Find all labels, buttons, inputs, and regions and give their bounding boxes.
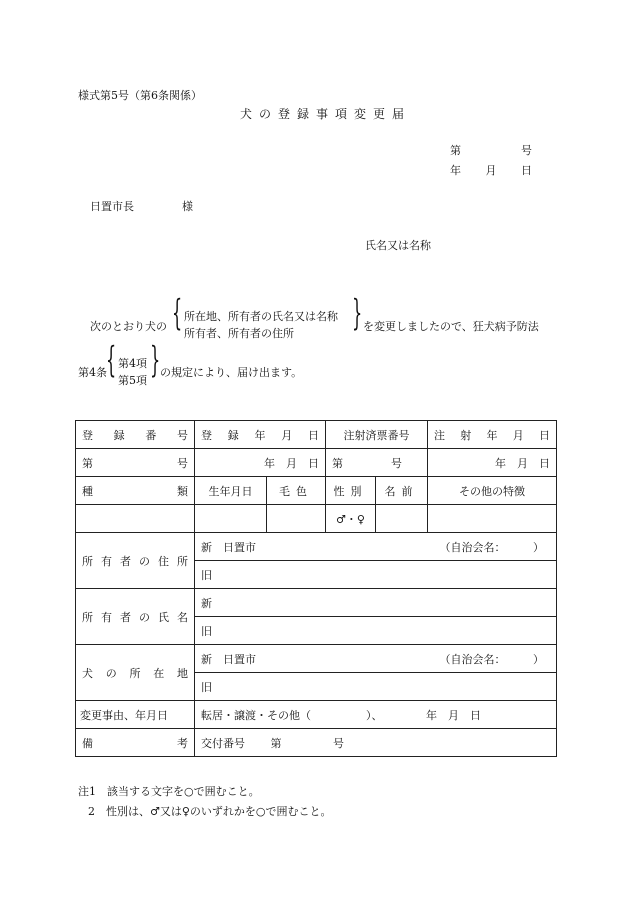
coat-header: 毛色 bbox=[267, 477, 326, 505]
document-number bbox=[450, 142, 532, 158]
note-2: 2 性別は、♂又は♀のいずれかを○で囲むこと。 bbox=[88, 805, 332, 818]
change-reason-header: 変更事由、年月日 bbox=[76, 701, 195, 729]
body-line1-option1: 所在地、所有者の氏名又は名称 bbox=[184, 310, 338, 323]
form-number: 様式第5号（第6条関係） bbox=[78, 89, 202, 102]
doc-number-go: 号 bbox=[521, 144, 532, 157]
body-line2-prefix: 第4条 bbox=[78, 366, 107, 379]
notes bbox=[78, 782, 332, 822]
owner-name-new[interactable]: 新 bbox=[195, 589, 557, 617]
birth-cell[interactable] bbox=[195, 505, 267, 533]
dog-location-header: 犬 の 所 在 地 bbox=[76, 645, 195, 701]
note-1: 注1 該当する文字を○で囲むこと。 bbox=[78, 785, 260, 798]
reg-number-cell[interactable]: 第 号 bbox=[76, 449, 195, 477]
breed-cell[interactable] bbox=[76, 505, 195, 533]
registration-change-table bbox=[75, 420, 557, 757]
date-day: 日 bbox=[521, 164, 532, 177]
document-date bbox=[450, 162, 532, 178]
brace-right-1: } bbox=[352, 291, 363, 334]
coat-cell[interactable] bbox=[267, 505, 326, 533]
table-row bbox=[76, 729, 557, 757]
reg-number-header: 登 録 番 号 bbox=[76, 421, 195, 449]
form-title: 犬の登録事項変更届 bbox=[240, 107, 412, 121]
reg-date-cell[interactable]: 年 月 日 bbox=[195, 449, 326, 477]
owner-name-header: 所 有 者 の 氏 名 bbox=[76, 589, 195, 645]
table-row bbox=[76, 645, 557, 673]
table-row bbox=[76, 533, 557, 561]
features-header: その他の特徴 bbox=[428, 477, 557, 505]
table-row bbox=[76, 701, 557, 729]
name-header: 名前 bbox=[376, 477, 428, 505]
birth-header: 生年月日 bbox=[195, 477, 267, 505]
doc-number-dai: 第 bbox=[450, 144, 461, 157]
inj-number-header: 注射済票番号 bbox=[326, 421, 428, 449]
owner-name-old[interactable]: 旧 bbox=[195, 617, 557, 645]
remarks-cell[interactable]: 交付番号 第 号 bbox=[195, 729, 557, 757]
date-year: 年 bbox=[450, 164, 461, 177]
body-line1-option2: 所有者、所有者の住所 bbox=[184, 327, 294, 340]
brace-right-2: } bbox=[150, 338, 161, 381]
addressee-suffix: 様 bbox=[182, 200, 193, 213]
table-row bbox=[76, 505, 557, 533]
body-line2-option1: 第4項 bbox=[118, 357, 147, 370]
sex-header: 性別 bbox=[326, 477, 376, 505]
sex-cell[interactable]: ♂・♀ bbox=[326, 505, 376, 533]
features-cell[interactable] bbox=[428, 505, 557, 533]
body-line2-option2: 第5項 bbox=[118, 374, 147, 387]
applicant-label: 氏名又は名称 bbox=[365, 239, 431, 252]
remarks-header: 備 考 bbox=[76, 729, 195, 757]
body-line1-prefix: 次のとおり犬の bbox=[90, 320, 167, 333]
owner-address-new[interactable]: 新 日置市 （自治会名： ） bbox=[195, 533, 557, 561]
dog-location-new[interactable]: 新 日置市 （自治会名： ） bbox=[195, 645, 557, 673]
table-row bbox=[76, 477, 557, 505]
brace-left-2: { bbox=[106, 338, 117, 381]
inj-date-cell[interactable]: 年 月 日 bbox=[428, 449, 557, 477]
dog-location-old[interactable]: 旧 bbox=[195, 673, 557, 701]
reg-date-header: 登 録 年 月 日 bbox=[195, 421, 326, 449]
inj-number-cell[interactable]: 第 号 bbox=[326, 449, 428, 477]
table-row bbox=[76, 589, 557, 617]
body-line2-suffix: の規定により、届け出ます。 bbox=[160, 366, 303, 379]
change-reason-cell[interactable]: 転居・譲渡・その他（ ）、 年 月 日 bbox=[195, 701, 557, 729]
body-line1-suffix: を変更しましたので、狂犬病予防法 bbox=[363, 320, 539, 333]
name-cell[interactable] bbox=[376, 505, 428, 533]
breed-header: 種 類 bbox=[76, 477, 195, 505]
owner-address-old[interactable]: 旧 bbox=[195, 561, 557, 589]
owner-address-header: 所 有 者 の 住 所 bbox=[76, 533, 195, 589]
inj-date-header: 注 射 年 月 日 bbox=[428, 421, 557, 449]
table-row bbox=[76, 421, 557, 449]
table-row bbox=[76, 449, 557, 477]
date-month: 月 bbox=[485, 164, 497, 177]
addressee: 日置市長 bbox=[90, 200, 134, 213]
brace-left-1: { bbox=[172, 291, 183, 334]
